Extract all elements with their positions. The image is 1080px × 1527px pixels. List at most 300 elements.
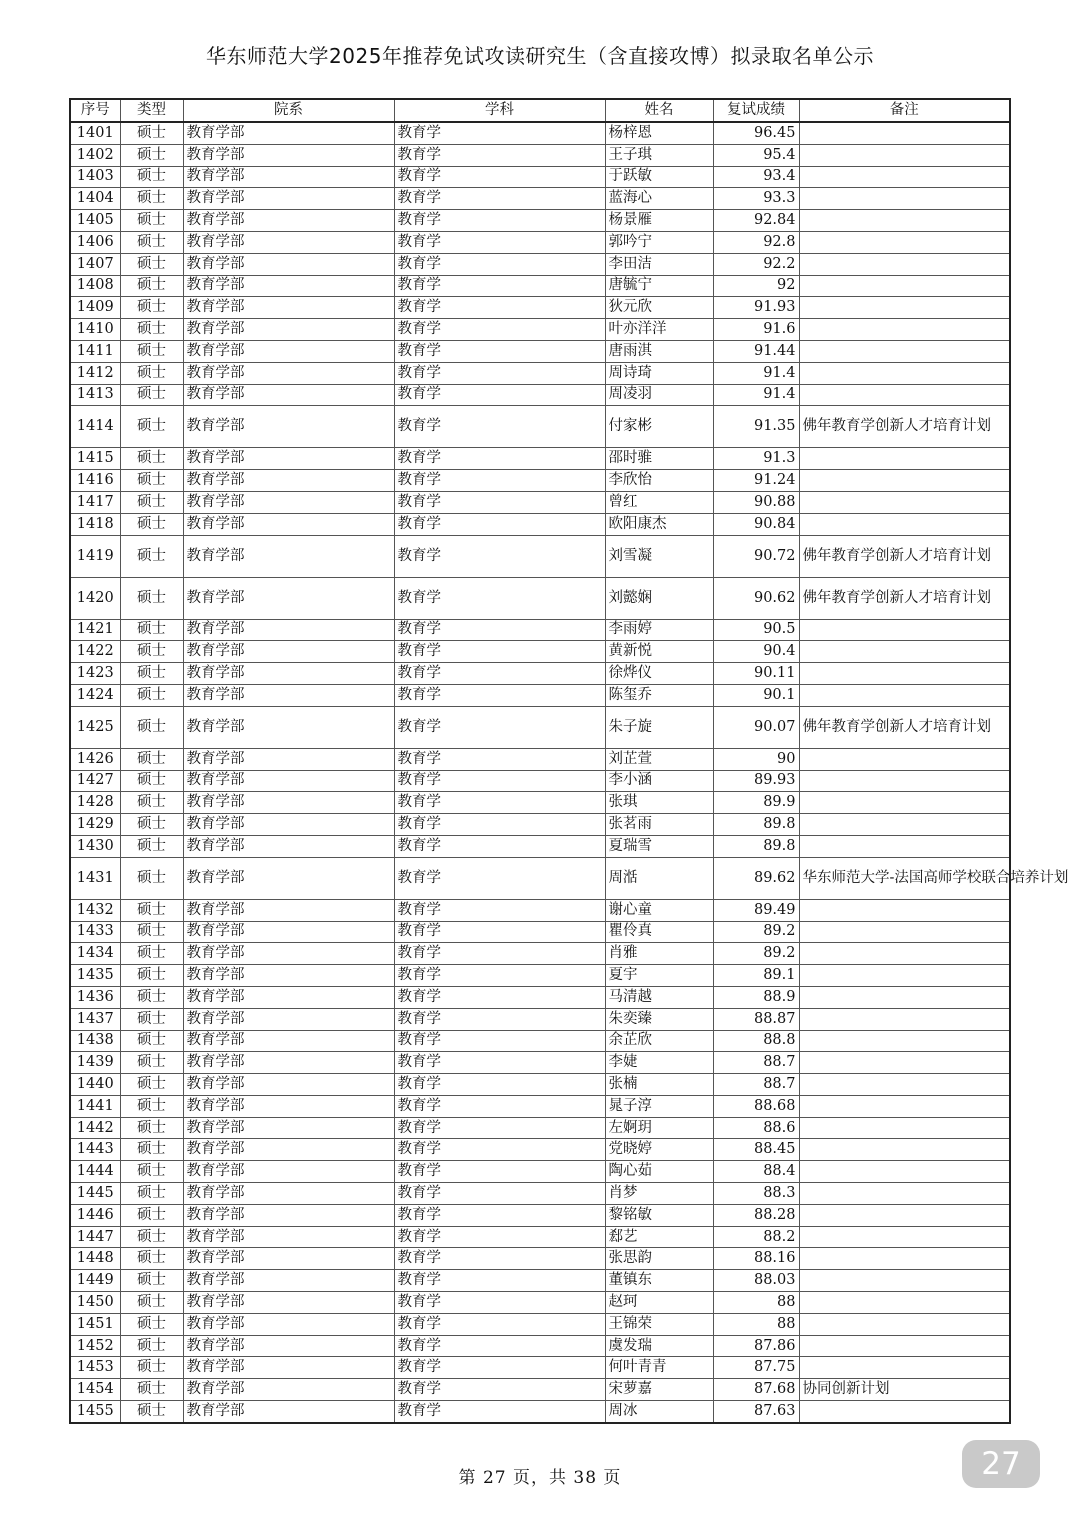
cell-type: 硕士	[120, 857, 183, 899]
cell-note	[799, 253, 1010, 275]
cell-name: 郄艺	[605, 1226, 713, 1248]
table-row	[70, 1313, 1010, 1335]
cell-type: 硕士	[120, 513, 183, 535]
cell-department: 教育学部	[183, 619, 394, 641]
column-header-score: 复试成绩	[713, 99, 799, 122]
cell-type: 硕士	[120, 1270, 183, 1292]
cell-no: 1433	[70, 921, 120, 943]
cell-name: 唐毓宁	[605, 275, 713, 297]
cell-type: 硕士	[120, 210, 183, 232]
cell-no: 1403	[70, 166, 120, 188]
cell-type: 硕士	[120, 641, 183, 663]
cell-note	[799, 448, 1010, 470]
cell-no: 1454	[70, 1379, 120, 1401]
cell-no: 1413	[70, 384, 120, 406]
cell-note	[799, 814, 1010, 836]
cell-subject: 教育学	[394, 144, 605, 166]
cell-department: 教育学部	[183, 1095, 394, 1117]
cell-score: 88.2	[713, 1226, 799, 1248]
cell-subject: 教育学	[394, 253, 605, 275]
cell-subject: 教育学	[394, 1357, 605, 1379]
cell-type: 硕士	[120, 1313, 183, 1335]
cell-name: 周诗琦	[605, 362, 713, 384]
cell-name: 周湉	[605, 857, 713, 899]
cell-score: 92.8	[713, 231, 799, 253]
cell-score: 88	[713, 1313, 799, 1335]
cell-department: 教育学部	[183, 1183, 394, 1205]
cell-type: 硕士	[120, 1052, 183, 1074]
cell-no: 1419	[70, 535, 120, 577]
cell-no: 1414	[70, 406, 120, 448]
cell-name: 董镇东	[605, 1270, 713, 1292]
cell-name: 于跃敏	[605, 166, 713, 188]
cell-department: 教育学部	[183, 1379, 394, 1401]
cell-department: 教育学部	[183, 1139, 394, 1161]
cell-department: 教育学部	[183, 297, 394, 319]
cell-note	[799, 1030, 1010, 1052]
cell-no: 1409	[70, 297, 120, 319]
cell-name: 李雨婷	[605, 619, 713, 641]
cell-note	[799, 144, 1010, 166]
table-row	[70, 748, 1010, 770]
cell-subject: 教育学	[394, 319, 605, 341]
cell-score: 88.7	[713, 1074, 799, 1096]
cell-no: 1440	[70, 1074, 120, 1096]
cell-score: 91.24	[713, 470, 799, 492]
cell-note	[799, 792, 1010, 814]
cell-note	[799, 641, 1010, 663]
cell-subject: 教育学	[394, 275, 605, 297]
cell-type: 硕士	[120, 1139, 183, 1161]
cell-note	[799, 619, 1010, 641]
cell-type: 硕士	[120, 899, 183, 921]
cell-subject: 教育学	[394, 1008, 605, 1030]
cell-note	[799, 748, 1010, 770]
cell-type: 硕士	[120, 943, 183, 965]
cell-name: 李婕	[605, 1052, 713, 1074]
cell-department: 教育学部	[183, 814, 394, 836]
cell-name: 刘懿娴	[605, 577, 713, 619]
cell-department: 教育学部	[183, 210, 394, 232]
cell-department: 教育学部	[183, 1270, 394, 1292]
cell-name: 朱子旋	[605, 706, 713, 748]
cell-department: 教育学部	[183, 1161, 394, 1183]
cell-name: 肖雅	[605, 943, 713, 965]
cell-score: 89.49	[713, 899, 799, 921]
table-row	[70, 144, 1010, 166]
cell-no: 1443	[70, 1139, 120, 1161]
cell-name: 周凌羽	[605, 384, 713, 406]
table-row	[70, 188, 1010, 210]
cell-note: 佛年教育学创新人才培育计划	[799, 535, 1010, 577]
cell-note	[799, 1335, 1010, 1357]
cell-subject: 教育学	[394, 1117, 605, 1139]
cell-subject: 教育学	[394, 166, 605, 188]
cell-department: 教育学部	[183, 1335, 394, 1357]
cell-note	[799, 1401, 1010, 1423]
cell-score: 88.68	[713, 1095, 799, 1117]
cell-subject: 教育学	[394, 577, 605, 619]
table-row	[70, 406, 1010, 448]
table-row	[70, 943, 1010, 965]
cell-department: 教育学部	[183, 706, 394, 748]
cell-name: 杨景雁	[605, 210, 713, 232]
cell-note	[799, 210, 1010, 232]
cell-subject: 教育学	[394, 684, 605, 706]
table-row	[70, 231, 1010, 253]
table-row	[70, 253, 1010, 275]
cell-no: 1406	[70, 231, 120, 253]
column-header-subject: 学科	[394, 99, 605, 122]
table-row	[70, 663, 1010, 685]
cell-name: 刘雪凝	[605, 535, 713, 577]
cell-note	[799, 1117, 1010, 1139]
cell-no: 1451	[70, 1313, 120, 1335]
cell-note	[799, 1161, 1010, 1183]
cell-department: 教育学部	[183, 319, 394, 341]
cell-score: 91.4	[713, 362, 799, 384]
table-row	[70, 470, 1010, 492]
cell-no: 1436	[70, 986, 120, 1008]
cell-subject: 教育学	[394, 1161, 605, 1183]
cell-name: 何叶青青	[605, 1357, 713, 1379]
table-row	[70, 1226, 1010, 1248]
cell-no: 1431	[70, 857, 120, 899]
cell-department: 教育学部	[183, 1401, 394, 1423]
cell-no: 1416	[70, 470, 120, 492]
cell-name: 朱奕臻	[605, 1008, 713, 1030]
cell-note	[799, 921, 1010, 943]
table-row	[70, 1074, 1010, 1096]
table-row	[70, 641, 1010, 663]
cell-department: 教育学部	[183, 362, 394, 384]
cell-name: 夏宇	[605, 965, 713, 987]
table-row	[70, 448, 1010, 470]
cell-department: 教育学部	[183, 986, 394, 1008]
cell-note	[799, 319, 1010, 341]
table-row	[70, 899, 1010, 921]
cell-department: 教育学部	[183, 943, 394, 965]
cell-name: 王子琪	[605, 144, 713, 166]
cell-subject: 教育学	[394, 1139, 605, 1161]
cell-type: 硕士	[120, 1161, 183, 1183]
cell-department: 教育学部	[183, 166, 394, 188]
column-header-department: 院系	[183, 99, 394, 122]
cell-name: 郭吟宁	[605, 231, 713, 253]
cell-no: 1420	[70, 577, 120, 619]
table-row	[70, 1401, 1010, 1423]
cell-type: 硕士	[120, 166, 183, 188]
cell-subject: 教育学	[394, 1074, 605, 1096]
cell-note	[799, 1204, 1010, 1226]
table-row	[70, 122, 1010, 144]
cell-no: 1439	[70, 1052, 120, 1074]
cell-note	[799, 166, 1010, 188]
cell-no: 1432	[70, 899, 120, 921]
cell-no: 1415	[70, 448, 120, 470]
cell-score: 88.6	[713, 1117, 799, 1139]
cell-department: 教育学部	[183, 122, 394, 144]
cell-subject: 教育学	[394, 1095, 605, 1117]
cell-type: 硕士	[120, 706, 183, 748]
cell-note	[799, 835, 1010, 857]
cell-subject: 教育学	[394, 1248, 605, 1270]
cell-no: 1412	[70, 362, 120, 384]
cell-department: 教育学部	[183, 253, 394, 275]
cell-department: 教育学部	[183, 384, 394, 406]
table-row	[70, 384, 1010, 406]
cell-no: 1427	[70, 770, 120, 792]
cell-name: 蓝海心	[605, 188, 713, 210]
cell-type: 硕士	[120, 1008, 183, 1030]
cell-type: 硕士	[120, 362, 183, 384]
cell-department: 教育学部	[183, 1292, 394, 1314]
cell-type: 硕士	[120, 253, 183, 275]
cell-subject: 教育学	[394, 470, 605, 492]
cell-note	[799, 231, 1010, 253]
cell-subject: 教育学	[394, 406, 605, 448]
cell-type: 硕士	[120, 535, 183, 577]
cell-score: 92	[713, 275, 799, 297]
table-row	[70, 535, 1010, 577]
cell-no: 1421	[70, 619, 120, 641]
cell-department: 教育学部	[183, 513, 394, 535]
cell-type: 硕士	[120, 1335, 183, 1357]
cell-name: 付家彬	[605, 406, 713, 448]
cell-no: 1426	[70, 748, 120, 770]
cell-name: 马清越	[605, 986, 713, 1008]
cell-no: 1404	[70, 188, 120, 210]
cell-department: 教育学部	[183, 577, 394, 619]
cell-name: 赵珂	[605, 1292, 713, 1314]
cell-no: 1402	[70, 144, 120, 166]
cell-name: 徐烨仪	[605, 663, 713, 685]
cell-name: 虞发瑞	[605, 1335, 713, 1357]
cell-score: 88.16	[713, 1248, 799, 1270]
cell-department: 教育学部	[183, 1248, 394, 1270]
cell-no: 1405	[70, 210, 120, 232]
cell-no: 1445	[70, 1183, 120, 1205]
cell-department: 教育学部	[183, 535, 394, 577]
cell-subject: 教育学	[394, 1401, 605, 1423]
cell-type: 硕士	[120, 384, 183, 406]
cell-name: 李欣怡	[605, 470, 713, 492]
cell-department: 教育学部	[183, 144, 394, 166]
cell-subject: 教育学	[394, 122, 605, 144]
cell-no: 1438	[70, 1030, 120, 1052]
cell-type: 硕士	[120, 577, 183, 619]
cell-note	[799, 943, 1010, 965]
cell-score: 92.84	[713, 210, 799, 232]
cell-name: 狄元欣	[605, 297, 713, 319]
cell-department: 教育学部	[183, 1052, 394, 1074]
cell-department: 教育学部	[183, 857, 394, 899]
cell-department: 教育学部	[183, 770, 394, 792]
cell-department: 教育学部	[183, 340, 394, 362]
cell-name: 谢心童	[605, 899, 713, 921]
cell-note	[799, 1139, 1010, 1161]
table-row	[70, 921, 1010, 943]
cell-no: 1425	[70, 706, 120, 748]
cell-no: 1448	[70, 1248, 120, 1270]
cell-score: 95.4	[713, 144, 799, 166]
cell-score: 90	[713, 748, 799, 770]
cell-subject: 教育学	[394, 513, 605, 535]
cell-note: 华东师范大学-法国高师学校联合培养计划	[799, 857, 1010, 899]
cell-subject: 教育学	[394, 384, 605, 406]
cell-type: 硕士	[120, 814, 183, 836]
cell-no: 1423	[70, 663, 120, 685]
cell-department: 教育学部	[183, 684, 394, 706]
cell-type: 硕士	[120, 340, 183, 362]
cell-score: 90.84	[713, 513, 799, 535]
cell-note	[799, 275, 1010, 297]
cell-subject: 教育学	[394, 814, 605, 836]
cell-subject: 教育学	[394, 188, 605, 210]
cell-score: 89.93	[713, 770, 799, 792]
cell-subject: 教育学	[394, 857, 605, 899]
table-body	[70, 122, 1069, 1423]
cell-score: 91.35	[713, 406, 799, 448]
cell-note	[799, 513, 1010, 535]
cell-score: 88.9	[713, 986, 799, 1008]
cell-score: 90.62	[713, 577, 799, 619]
cell-note	[799, 1008, 1010, 1030]
cell-note	[799, 297, 1010, 319]
cell-no: 1453	[70, 1357, 120, 1379]
table-row	[70, 965, 1010, 987]
cell-score: 90.72	[713, 535, 799, 577]
cell-note	[799, 770, 1010, 792]
table-row	[70, 210, 1010, 232]
cell-name: 曾红	[605, 491, 713, 513]
cell-score: 90.11	[713, 663, 799, 685]
table-row	[70, 684, 1010, 706]
cell-no: 1435	[70, 965, 120, 987]
cell-department: 教育学部	[183, 663, 394, 685]
page-number-badge: 27	[962, 1440, 1040, 1488]
cell-type: 硕士	[120, 470, 183, 492]
cell-name: 宋萝嘉	[605, 1379, 713, 1401]
cell-type: 硕士	[120, 1379, 183, 1401]
page-footer: 第 27 页，共 38 页	[458, 1468, 622, 1488]
cell-no: 1442	[70, 1117, 120, 1139]
cell-department: 教育学部	[183, 921, 394, 943]
cell-name: 陈玺乔	[605, 684, 713, 706]
cell-note	[799, 663, 1010, 685]
cell-subject: 教育学	[394, 641, 605, 663]
table-row	[70, 1183, 1010, 1205]
cell-subject: 教育学	[394, 770, 605, 792]
cell-score: 87.75	[713, 1357, 799, 1379]
table-row	[70, 577, 1010, 619]
table-row	[70, 986, 1010, 1008]
cell-name: 夏瑞雪	[605, 835, 713, 857]
cell-note	[799, 986, 1010, 1008]
table-row	[70, 275, 1010, 297]
cell-subject: 教育学	[394, 663, 605, 685]
cell-no: 1430	[70, 835, 120, 857]
cell-department: 教育学部	[183, 188, 394, 210]
cell-no: 1408	[70, 275, 120, 297]
cell-subject: 教育学	[394, 210, 605, 232]
cell-subject: 教育学	[394, 1313, 605, 1335]
cell-type: 硕士	[120, 986, 183, 1008]
cell-subject: 教育学	[394, 965, 605, 987]
cell-type: 硕士	[120, 619, 183, 641]
cell-subject: 教育学	[394, 921, 605, 943]
cell-score: 96.45	[713, 122, 799, 144]
page-title: 华东师范大学2025年推荐免试攻读研究生（含直接攻博）拟录取名单公示	[206, 44, 874, 68]
cell-name: 张思韵	[605, 1248, 713, 1270]
cell-department: 教育学部	[183, 1357, 394, 1379]
cell-department: 教育学部	[183, 1117, 394, 1139]
table-row	[70, 1095, 1010, 1117]
table-row	[70, 619, 1010, 641]
cell-score: 90.4	[713, 641, 799, 663]
cell-subject: 教育学	[394, 1379, 605, 1401]
cell-no: 1417	[70, 491, 120, 513]
cell-subject: 教育学	[394, 986, 605, 1008]
table-row	[70, 792, 1010, 814]
cell-name: 党晓婷	[605, 1139, 713, 1161]
cell-note: 佛年教育学创新人才培育计划	[799, 406, 1010, 448]
cell-type: 硕士	[120, 1292, 183, 1314]
cell-no: 1424	[70, 684, 120, 706]
cell-type: 硕士	[120, 406, 183, 448]
cell-department: 教育学部	[183, 1030, 394, 1052]
cell-note	[799, 1248, 1010, 1270]
cell-type: 硕士	[120, 748, 183, 770]
cell-note	[799, 470, 1010, 492]
cell-department: 教育学部	[183, 899, 394, 921]
cell-name: 叶亦洋洋	[605, 319, 713, 341]
column-header-no: 序号	[70, 99, 120, 122]
cell-subject: 教育学	[394, 748, 605, 770]
cell-note	[799, 1270, 1010, 1292]
cell-subject: 教育学	[394, 1183, 605, 1205]
cell-name: 张茗雨	[605, 814, 713, 836]
cell-name: 黄新悦	[605, 641, 713, 663]
cell-department: 教育学部	[183, 470, 394, 492]
cell-subject: 教育学	[394, 1226, 605, 1248]
table-row	[70, 297, 1010, 319]
cell-note	[799, 1313, 1010, 1335]
cell-department: 教育学部	[183, 448, 394, 470]
cell-score: 89.2	[713, 921, 799, 943]
cell-no: 1447	[70, 1226, 120, 1248]
cell-subject: 教育学	[394, 1335, 605, 1357]
cell-department: 教育学部	[183, 275, 394, 297]
cell-score: 91.6	[713, 319, 799, 341]
cell-note	[799, 1226, 1010, 1248]
table-row	[70, 166, 1010, 188]
cell-type: 硕士	[120, 1183, 183, 1205]
cell-score: 91.93	[713, 297, 799, 319]
cell-subject: 教育学	[394, 1270, 605, 1292]
cell-type: 硕士	[120, 1095, 183, 1117]
cell-no: 1446	[70, 1204, 120, 1226]
cell-type: 硕士	[120, 1117, 183, 1139]
cell-name: 陶心茹	[605, 1161, 713, 1183]
cell-type: 硕士	[120, 1030, 183, 1052]
cell-department: 教育学部	[183, 792, 394, 814]
cell-score: 90.07	[713, 706, 799, 748]
cell-note: 协同创新计划	[799, 1379, 1010, 1401]
cell-type: 硕士	[120, 835, 183, 857]
cell-type: 硕士	[120, 448, 183, 470]
cell-score: 89.2	[713, 943, 799, 965]
